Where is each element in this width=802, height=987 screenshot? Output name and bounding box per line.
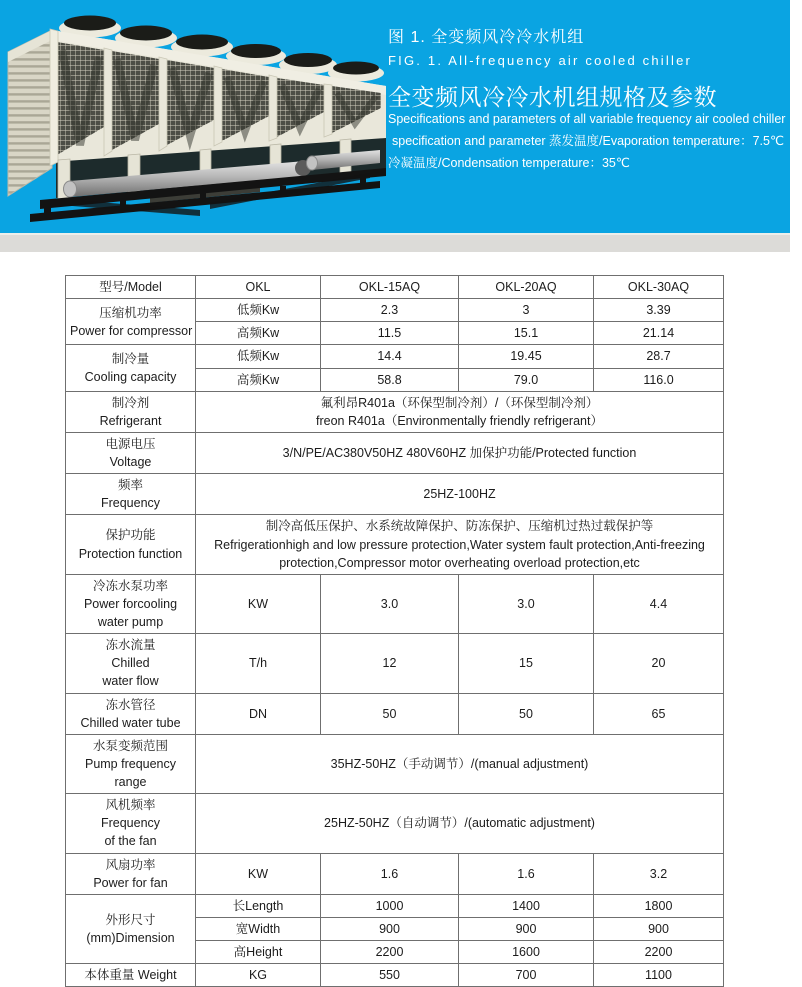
- spec-subtitle-2: specification and parameter 蒸发温度/Evaporation temperature：7.5℃: [392, 134, 784, 148]
- table-row: [66, 894, 724, 917]
- row-label-cell: 冻水流量 Chilled water flow: [66, 634, 196, 693]
- row-label-cell: 风机频率 Frequency of the fan: [66, 794, 196, 853]
- divider-band: [0, 233, 790, 252]
- table-row: [66, 432, 724, 473]
- value-cell: 1600: [459, 941, 594, 964]
- value-cell: 1400: [459, 894, 594, 917]
- row-label-cell: 电源电压 Voltage: [66, 432, 196, 473]
- value-cell: 3: [459, 299, 594, 322]
- value-cell: 900: [459, 917, 594, 940]
- table-row: [66, 299, 724, 322]
- value-cell: 900: [321, 917, 459, 940]
- table-row: [66, 794, 724, 853]
- row-label-cell: 保护功能 Protection function: [66, 515, 196, 574]
- value-cell: 2.3: [321, 299, 459, 322]
- spec-table: [65, 275, 724, 987]
- value-cell: 氟利昂R401a（环保型制冷剂）/（环保型制冷剂） freon R401a（Environmentally friendly refrigerant）: [196, 391, 724, 432]
- row-label-cell: 风扇功率 Power for fan: [66, 853, 196, 894]
- chiller-photo: [0, 0, 392, 233]
- value-cell: 35HZ-50HZ（手动调节）/(manual adjustment): [196, 734, 724, 793]
- value-cell: 15: [459, 634, 594, 693]
- table-row: [66, 474, 724, 515]
- spec-table-section: [65, 275, 723, 987]
- value-cell: 20: [594, 634, 724, 693]
- value-cell: 550: [321, 964, 459, 987]
- value-cell: 2200: [321, 941, 459, 964]
- table-row: [66, 515, 724, 574]
- value-cell: 25HZ-100HZ: [196, 474, 724, 515]
- value-cell: 14.4: [321, 345, 459, 368]
- value-cell: 19.45: [459, 345, 594, 368]
- row-label-cell: 压缩机功率 Power for compressor: [66, 299, 196, 345]
- unit-cell: 宽Width: [196, 917, 321, 940]
- spec-subtitle-1: Specifications and parameters of all variable frequency air cooled chiller: [388, 112, 786, 126]
- value-cell: 79.0: [459, 368, 594, 391]
- value-cell: 3.2: [594, 853, 724, 894]
- value-cell: 900: [594, 917, 724, 940]
- table-row: [66, 734, 724, 793]
- value-cell: 2200: [594, 941, 724, 964]
- row-label-cell: 冷冻水泵功率 Power forcooling water pump: [66, 574, 196, 633]
- table-row: [66, 693, 724, 734]
- column-header-cell: OKL-20AQ: [459, 276, 594, 299]
- value-cell: 116.0: [594, 368, 724, 391]
- column-header-cell: OKL-15AQ: [321, 276, 459, 299]
- row-label-cell: 水泵变频范围 Pump frequency range: [66, 734, 196, 793]
- unit-cell: 低频Kw: [196, 299, 321, 322]
- value-cell: 700: [459, 964, 594, 987]
- column-header-cell: 型号/Model: [66, 276, 196, 299]
- value-cell: 58.8: [321, 368, 459, 391]
- value-cell: 3.0: [321, 574, 459, 633]
- spec-subtitle-3: 冷凝温度/Condensation temperature：35℃: [388, 156, 630, 170]
- unit-cell: KG: [196, 964, 321, 987]
- unit-cell: KW: [196, 574, 321, 633]
- unit-cell: 低频Kw: [196, 345, 321, 368]
- table-row: [66, 853, 724, 894]
- table-row: [66, 964, 724, 987]
- table-row: [66, 276, 724, 299]
- row-label-cell: 冻水管径 Chilled water tube: [66, 693, 196, 734]
- unit-cell: T/h: [196, 634, 321, 693]
- value-cell: 25HZ-50HZ（自动调节）/(automatic adjustment): [196, 794, 724, 853]
- value-cell: 15.1: [459, 322, 594, 345]
- column-header-cell: OKL-30AQ: [594, 276, 724, 299]
- value-cell: 4.4: [594, 574, 724, 633]
- unit-cell: 高Height: [196, 941, 321, 964]
- table-row: [66, 574, 724, 633]
- unit-cell: 高频Kw: [196, 368, 321, 391]
- unit-cell: KW: [196, 853, 321, 894]
- row-label-cell: 频率 Frequency: [66, 474, 196, 515]
- hero-section: [0, 0, 790, 233]
- value-cell: 12: [321, 634, 459, 693]
- row-label-cell: 本体重量 Weight: [66, 964, 196, 987]
- figure-caption-zh: 图 1. 全变频风冷冷水机组: [388, 29, 585, 46]
- value-cell: 1800: [594, 894, 724, 917]
- unit-cell: DN: [196, 693, 321, 734]
- value-cell: 1100: [594, 964, 724, 987]
- value-cell: 50: [321, 693, 459, 734]
- figure-caption-en: FIG. 1. All-frequency air cooled chiller: [388, 53, 693, 68]
- value-cell: 11.5: [321, 322, 459, 345]
- value-cell: 制冷高低压保护、水系统故障保护、防冻保护、压缩机过热过载保护等 Refrigerationhigh and low pressure protection,Water system fault protection,Anti-freezing protection,Compressor motor overheating overload protection,etc: [196, 515, 724, 574]
- table-row: [66, 634, 724, 693]
- value-cell: 1.6: [459, 853, 594, 894]
- spec-table-body: [66, 276, 724, 987]
- value-cell: 21.14: [594, 322, 724, 345]
- value-cell: 1000: [321, 894, 459, 917]
- page-title: 全变频风冷冷水机组规格及参数: [388, 84, 717, 110]
- value-cell: 65: [594, 693, 724, 734]
- table-row: [66, 345, 724, 368]
- value-cell: 1.6: [321, 853, 459, 894]
- column-header-cell: OKL: [196, 276, 321, 299]
- row-label-cell: 制冷量 Cooling capacity: [66, 345, 196, 391]
- value-cell: 3.0: [459, 574, 594, 633]
- row-label-cell: 外形尺寸 (mm)Dimension: [66, 894, 196, 963]
- value-cell: 3.39: [594, 299, 724, 322]
- table-row: [66, 391, 724, 432]
- value-cell: 3/N/PE/AC380V50HZ 480V60HZ 加保护功能/Protected function: [196, 432, 724, 473]
- unit-cell: 高频Kw: [196, 322, 321, 345]
- value-cell: 50: [459, 693, 594, 734]
- row-label-cell: 制冷剂 Refrigerant: [66, 391, 196, 432]
- value-cell: 28.7: [594, 345, 724, 368]
- unit-cell: 长Length: [196, 894, 321, 917]
